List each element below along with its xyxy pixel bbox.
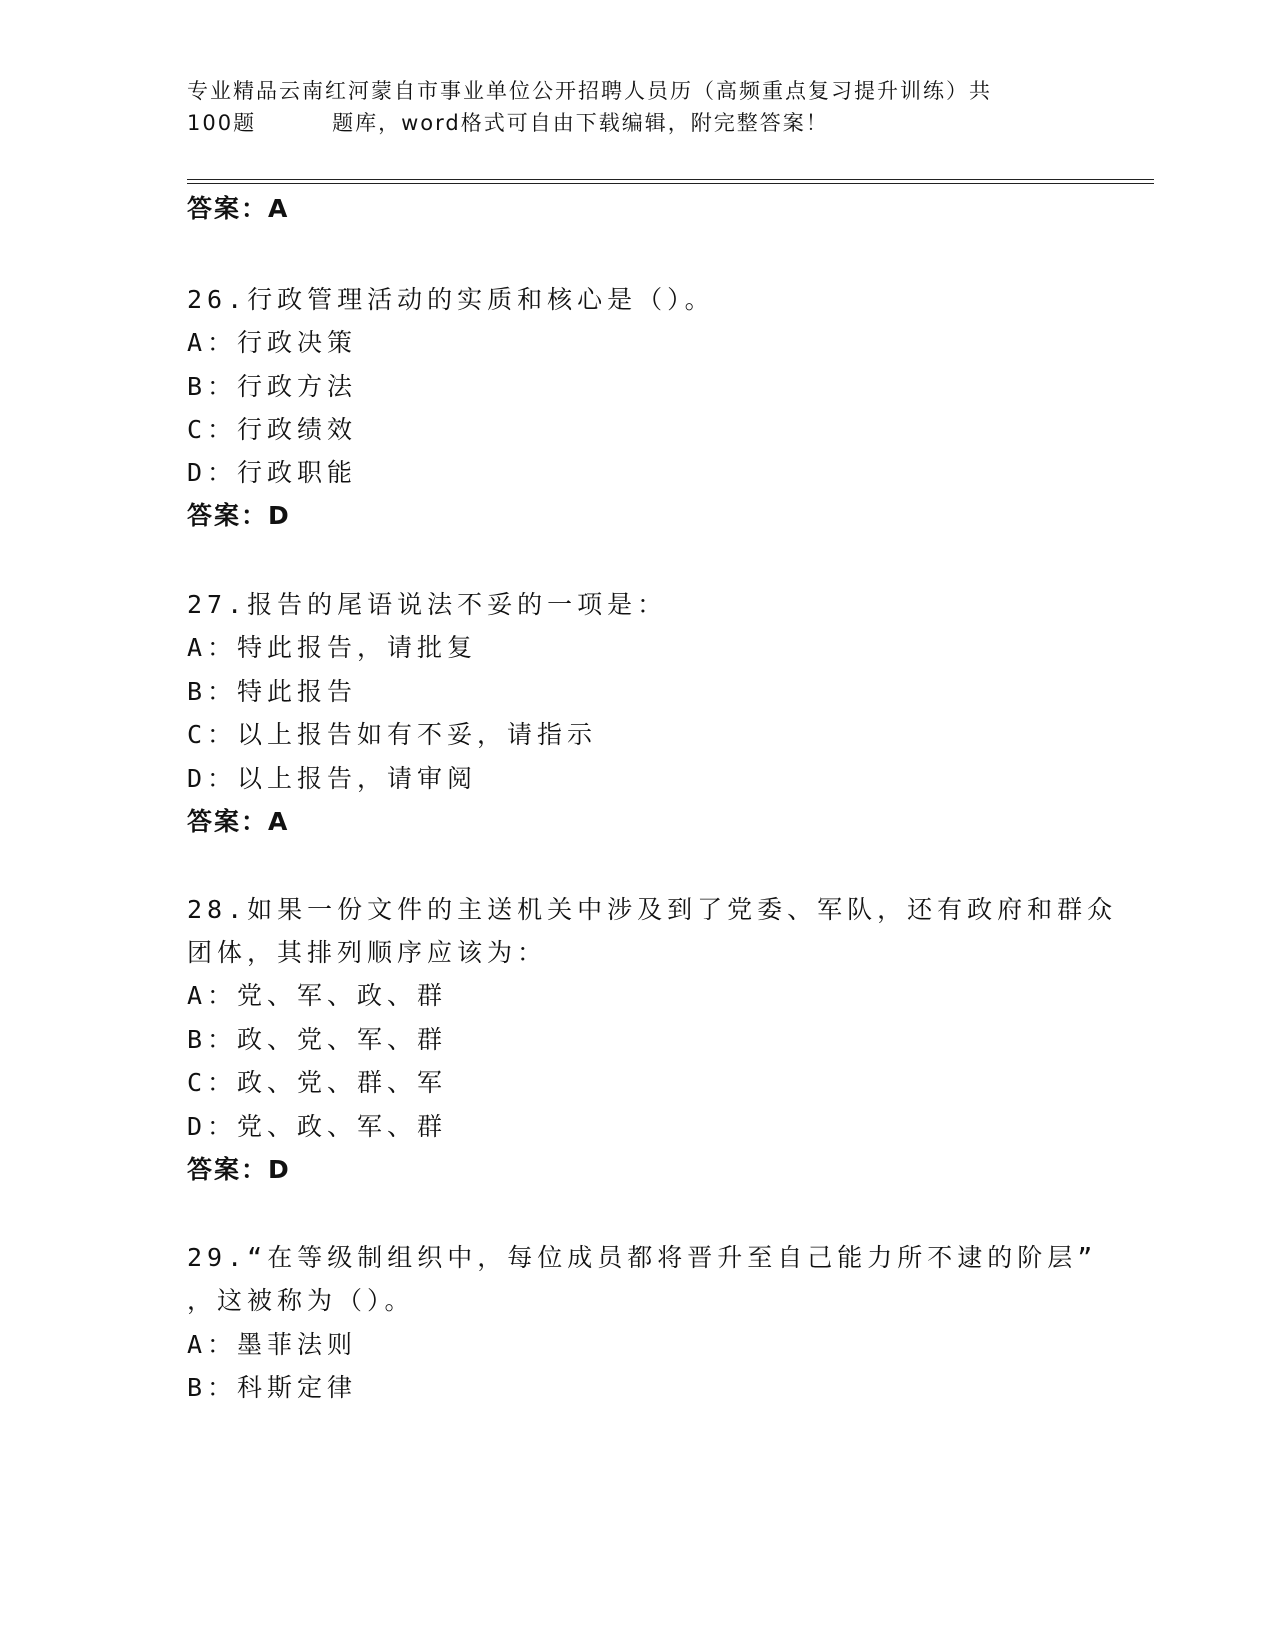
header-title-line1: 专业精品云南红河蒙自市事业单位公开招聘人员历（高频重点复习提升训练）共 bbox=[187, 79, 992, 103]
answer: 答案：D bbox=[187, 501, 291, 530]
option-b: B：政、党、军、群 bbox=[187, 1025, 448, 1054]
option-a: A：特此报告，请批复 bbox=[187, 633, 478, 662]
option-d: D：行政职能 bbox=[187, 458, 358, 487]
header-rule-bottom bbox=[187, 183, 1154, 184]
question-text-line1: 29.“在等级制组织中，每位成员都将晋升至自己能力所不逮的阶层” bbox=[187, 1243, 1098, 1272]
question-text-line2: ，这被称为（）。 bbox=[187, 1286, 415, 1315]
option-a: A：党、军、政、群 bbox=[187, 981, 448, 1010]
option-d: D：以上报告，请审阅 bbox=[187, 764, 478, 793]
question-text: 27.报告的尾语说法不妥的一项是： bbox=[187, 590, 668, 619]
option-b: B：特此报告 bbox=[187, 677, 358, 706]
answer: 答案：D bbox=[187, 1155, 291, 1184]
question-text-line1: 28.如果一份文件的主送机关中涉及到了党委、军队，还有政府和群众 bbox=[187, 895, 1118, 924]
option-a: A：墨菲法则 bbox=[187, 1330, 358, 1359]
option-c: C：行政绩效 bbox=[187, 415, 358, 444]
option-d: D：党、政、军、群 bbox=[187, 1112, 448, 1141]
option-c: C：以上报告如有不妥，请指示 bbox=[187, 720, 598, 749]
option-c: C：政、党、群、军 bbox=[187, 1068, 448, 1097]
header-count: 100题 bbox=[187, 111, 257, 135]
question-text: 26.行政管理活动的实质和核心是（）。 bbox=[187, 285, 715, 314]
header-rule-top bbox=[187, 179, 1154, 180]
answer: 答案：A bbox=[187, 807, 290, 836]
previous-answer: 答案：A bbox=[187, 194, 290, 223]
option-a: A：行政决策 bbox=[187, 328, 358, 357]
option-b: B：行政方法 bbox=[187, 372, 358, 401]
header-title-line2 bbox=[187, 108, 1087, 138]
option-b: B：科斯定律 bbox=[187, 1373, 358, 1402]
question-text-line2: 团体，其排列顺序应该为： bbox=[187, 938, 548, 967]
header-description: 题库，word格式可自由下载编辑，附完整答案！ bbox=[332, 111, 829, 135]
